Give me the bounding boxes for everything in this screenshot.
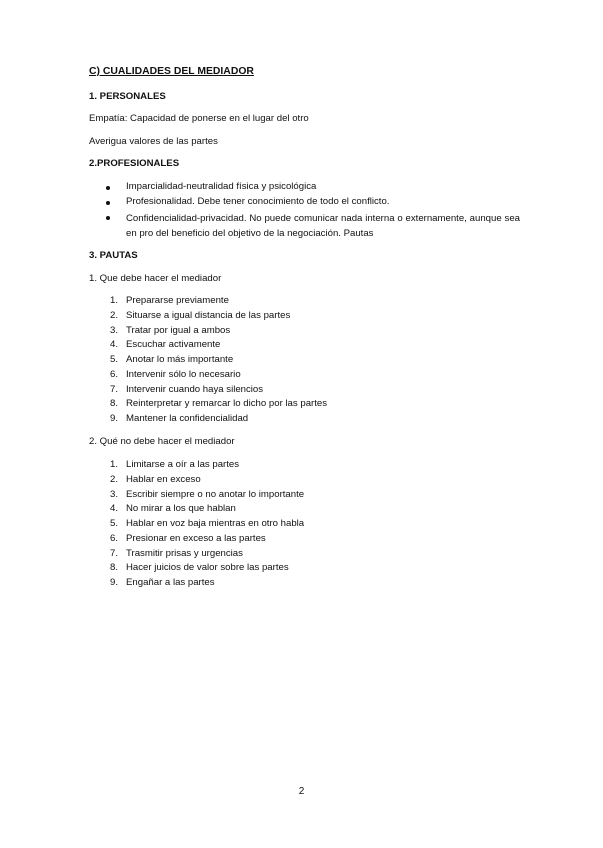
debe-number: 3.	[109, 324, 118, 336]
debe-number: 4.	[109, 339, 118, 351]
debe-number: 9.	[109, 413, 118, 424]
nodebe-item: Limitarse a oír a las partes	[126, 459, 240, 470]
nodebe-item: Hablar en exceso	[126, 473, 201, 485]
nodebe-item: Escribir siempre o no anotar lo importante	[126, 488, 305, 500]
heading-personales: 1. PERSONALES	[89, 91, 166, 102]
debe-item: Prepararse previamente	[126, 295, 229, 306]
bullet-icon	[106, 186, 110, 190]
personales-line-valores: Averigua valores de las partes	[89, 136, 218, 147]
heading-pautas: 3. PAUTAS	[89, 250, 138, 261]
nodebe-item: Trasmitir prisas y urgencias	[126, 547, 243, 559]
debe-item: Anotar lo más importante	[126, 354, 234, 365]
nodebe-item: Presionar en exceso a las partes	[126, 532, 266, 544]
heading-que-no-debe: 2. Qué no debe hacer el mediador	[89, 436, 235, 447]
debe-number: 2.	[109, 309, 118, 321]
bullet-icon	[106, 216, 110, 220]
bullet-icon	[106, 201, 110, 205]
nodebe-item: No mirar a los que hablan	[126, 503, 236, 515]
nodebe-number: 9.	[109, 577, 118, 588]
nodebe-number: 6.	[109, 532, 118, 544]
debe-number: 6.	[109, 368, 118, 380]
nodebe-number: 4.	[109, 503, 118, 515]
debe-item: Escuchar activamente	[126, 339, 221, 351]
debe-number: 1.	[109, 295, 118, 306]
heading-profesionales: 2.PROFESIONALES	[89, 158, 180, 169]
debe-item: Reinterpretar y remarcar lo dicho por las partes	[126, 398, 328, 410]
nodebe-number: 2.	[109, 473, 118, 485]
section-title: C) CUALIDADES DEL MEDIADOR	[89, 66, 254, 77]
debe-number: 7.	[109, 383, 118, 395]
nodebe-item: Hablar en voz baja mientras en otro habla	[126, 518, 305, 529]
debe-number: 8.	[109, 398, 118, 410]
debe-item: Intervenir sólo lo necesario	[126, 368, 241, 380]
nodebe-number: 5.	[109, 518, 118, 529]
nodebe-number: 7.	[109, 547, 118, 559]
heading-que-debe: 1. Que debe hacer el mediador	[89, 273, 222, 284]
nodebe-number: 3.	[109, 488, 118, 500]
debe-item: Tratar por igual a ambos	[126, 324, 231, 336]
nodebe-number: 1.	[109, 459, 118, 470]
nodebe-number: 8.	[109, 562, 118, 574]
personales-line-empatia: Empatía: Capacidad de ponerse en el lugar del otro	[89, 113, 309, 124]
profesionales-bullet-profesionalidad: Profesionalidad. Debe tener conocimiento de todo el conflicto.	[126, 196, 390, 207]
debe-number: 5.	[109, 354, 118, 365]
debe-item: Situarse a igual distancia de las partes	[126, 309, 291, 321]
debe-item: Mantener la confidencialidad	[126, 413, 249, 424]
profesionales-bullet-confidencialidad: Confidencialidad-privacidad. No puede comunicar nada interna o externamente, aunque sea en pro del beneficio del objetivo de la negociación. Pautas	[126, 213, 520, 239]
nodebe-item: Hacer juicios de valor sobre las partes	[126, 562, 289, 574]
nodebe-item: Engañar a las partes	[126, 577, 215, 588]
profesionales-bullet-imparcialidad: Imparcialidad-neutralidad física y psicológica	[126, 181, 317, 192]
debe-item: Intervenir cuando haya silencios	[126, 383, 264, 395]
page-number: 2	[298, 786, 305, 797]
